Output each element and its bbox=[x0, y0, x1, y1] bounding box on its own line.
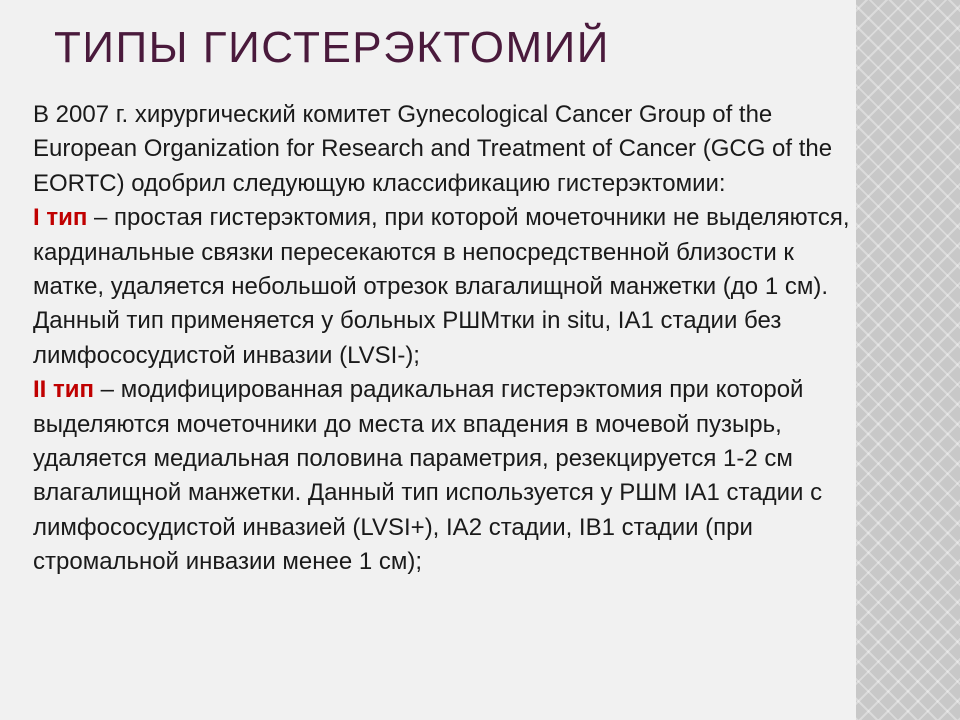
intro-paragraph: В 2007 г. хирургический комитет Gynecological Cancer Group of the European Organization for Research and Treatment of Cancer (GCG of the EORTC) одобрил следующую классификацию гистерэктомии: bbox=[33, 101, 833, 197]
type-2-text: – модифицированная радикальная гистерэктомия при которой выделяются мочеточники до места их впадения в мочевой пузырь, удаляется медиальная половина параметрия, резекцируется 1-2 см влагалищной манжетки. Данный тип используется у РШМ IA1 стадии с лимфососудистой инвазией (LVSI+), IA2 стадии, IB1 стадии (при стромальной инвазии менее 1 см); bbox=[33, 376, 823, 576]
type-2-label: II тип bbox=[33, 376, 95, 404]
slide-body bbox=[33, 98, 855, 580]
slide-title: ТИПЫ ГИСТЕРЭКТОМИЙ bbox=[54, 23, 610, 72]
type-1-label: I тип bbox=[33, 204, 88, 232]
type-1-text: – простая гистерэктомия, при которой мочеточники не выделяются, кардинальные связки пересекаются в непосредственной близости к матке, удаляется небольшой отрезок влагалищной манжетки (до 1 см). Данный тип применяется у больных РШМтки in situ, IA1 стадии без лимфососудистой инвазии (LVSI-); bbox=[33, 204, 850, 369]
decorative-side-pattern bbox=[856, 0, 960, 720]
type-1-paragraph bbox=[33, 201, 855, 373]
type-2-paragraph bbox=[33, 373, 855, 579]
